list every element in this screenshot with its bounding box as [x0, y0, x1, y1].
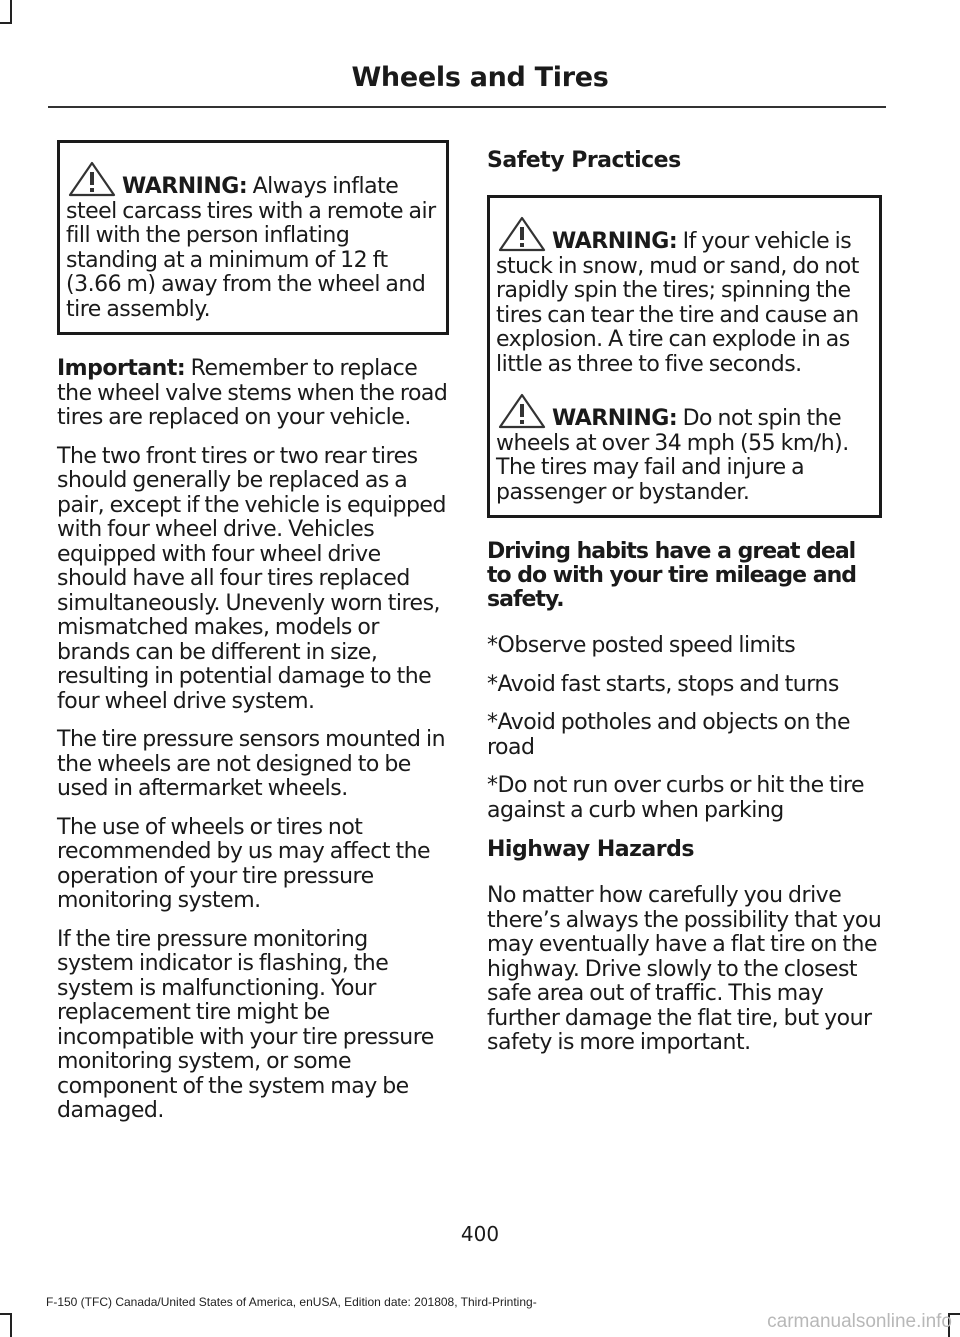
warning-triangle-icon: [496, 391, 548, 431]
hazards-heading: Highway Hazards: [487, 837, 694, 862]
body-paragraph: If the tire pressure monitoring system indicator is flashing, the system is malfunctioning. Your replacement tire might be incompatible with your tire pressure monitoring system, or some component of the system may be damaged.: [57, 926, 434, 1123]
body-paragraph: The use of wheels or tires not recommended by us may affect the operation of your tire pressure monitoring system.: [57, 814, 431, 913]
left-column: [57, 140, 449, 1138]
warning-text: [496, 391, 873, 505]
warning-text: [496, 214, 873, 377]
important-label: Important:: [57, 356, 186, 381]
watermark: carmanualsonline.info: [767, 1311, 952, 1332]
warning-box: [487, 195, 882, 518]
right-column: [487, 140, 882, 1070]
warning-body: Do not spin the wheels at over 34 mph (55 km/h). The tires may fail and injure a passenger or bystander.: [496, 406, 849, 505]
important-paragraph: [57, 357, 449, 431]
edition-footer: F-150 (TFC) Canada/United States of America, enUSA, Edition date: 201808, Third-Printing-: [46, 1295, 537, 1309]
hazards-paragraph: No matter how carefully you drive there’s always the possibility that you may eventually have a flat tire on the highway. Drive slowly to the closest safe area out of traffic. This may further damage the flat tire, but your safety is more important.: [487, 883, 882, 1055]
warning-box: [57, 140, 449, 335]
tip-item: *Do not run over curbs or hit the tire against a curb when parking: [487, 773, 865, 823]
warning-label: WARNING:: [552, 229, 678, 254]
page-title: Wheels and Tires: [351, 62, 609, 93]
warning-body: If your vehicle is stuck in snow, mud or sand, do not rapidly spin the tires; spinning the tires can tear the tire and cause an explosion. A tire can explode in as little as three to five seconds.: [496, 229, 859, 377]
header-rule: [48, 106, 886, 108]
body-paragraph: The tire pressure sensors mounted in the wheels are not designed to be used in aftermarket wheels.: [57, 727, 446, 801]
warning-text: [66, 159, 440, 322]
crop-mark-bottom-left: [10, 1313, 12, 1337]
warning-label: WARNING:: [122, 174, 248, 199]
warning-triangle-icon: [496, 214, 548, 254]
crop-mark-top-left: [0, 22, 12, 24]
warning-label: WARNING:: [552, 406, 678, 431]
crop-mark-bottom-left: [0, 1313, 12, 1315]
page-number: 400: [460, 1222, 500, 1246]
warning-triangle-icon: [66, 159, 118, 199]
habits-heading: Driving habits have a great deal to do with your tire mileage and safety.: [487, 539, 856, 612]
warning-body: Always inflate steel carcass tires with a remote air fill with the person inflating standing at a minimum of 12 ft (3.66 m) away from the wheel and tire assembly.: [66, 174, 436, 322]
section-title: Safety Practices: [487, 148, 681, 173]
tip-item: *Avoid potholes and objects on the road: [487, 710, 850, 760]
body-paragraph: The two front tires or two rear tires should generally be replaced as a pair, except if the vehicle is equipped with four wheel drive. Vehicles equipped with four wheel drive should have all four tires replaced simultaneously. Unevenly worn tires, mismatched makes, models or brands can be different in size, resulting in potential damage to the four wheel drive system.: [57, 443, 446, 714]
important-body: Remember to replace the wheel valve stems when the road tires are replaced on your vehicle.: [57, 356, 448, 430]
crop-mark-top-left: [10, 0, 12, 24]
tip-item: *Avoid fast starts, stops and turns: [487, 671, 839, 697]
tip-item: *Observe posted speed limits: [487, 633, 796, 658]
